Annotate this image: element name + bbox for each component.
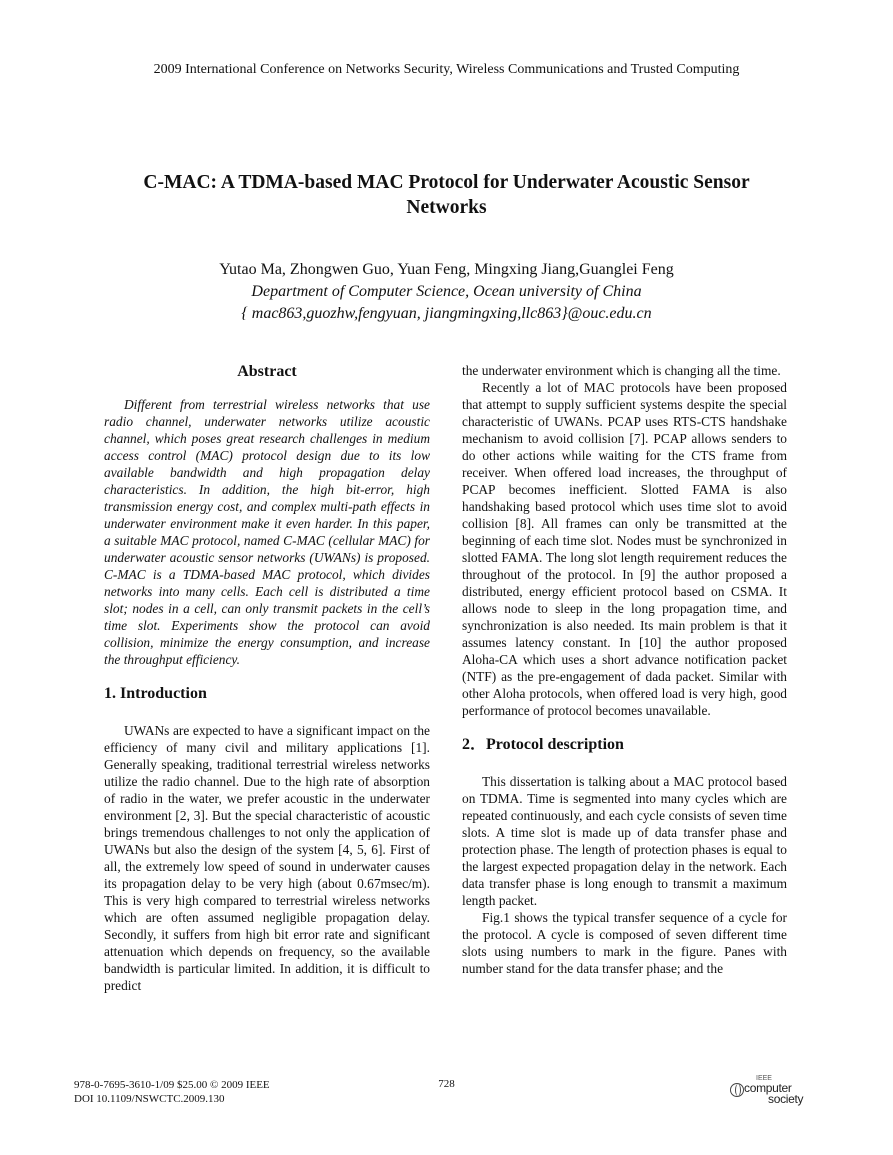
intro-paragraph-1-continued: the underwater environment which is changing all the time. [462,363,781,378]
globe-icon [730,1083,744,1097]
footer-isbn: 978-0-7695-3610-1/09 $25.00 © 2009 IEEE [74,1079,270,1091]
protocol-paragraph-1: This dissertation is talking about a MAC protocol based on TDMA. Time is segmented into many cycles which are repeated continuously, and each cycle consists of seven time slots. A time slot is made up of data transfer phase and protection phase. The length of protection phases is equal to the largest expected propagation delay in the network. Each data transfer phase is long enough to transmit a maximum length packet. [462,774,787,908]
footer-doi: DOI 10.1109/NSWCTC.2009.130 [74,1093,225,1105]
title-line-1: C-MAC: A TDMA-based MAC Protocol for Underwater Acoustic Sensor [143,172,750,193]
left-column [104,362,430,994]
title-line-2: Networks [406,197,487,218]
author-block [0,259,893,325]
section-heading-introduction: 1. Introduction [104,685,207,702]
abstract-heading: Abstract [237,363,297,380]
affiliation: Department of Computer Science, Ocean university of China [251,283,642,300]
page-number: 728 [438,1078,455,1090]
intro-paragraph-1: UWANs are expected to have a significant impact on the efficiency of many civil and military applications [1]. Generally speaking, traditional terrestrial wireless networks utilize the radio channel. Due to the high rate of absorption of radio in the water, we prefer acoustic in the underwater environment [2, 3]. But the special characteristic of acoustic brings tremendous challenges to not only the application of UWANs but also the design of the system [4, 5, 6]. First of all, the extremely low speed of sound in underwater causes its propagation delay to be very high (about 0.67msec/m). This is very high compared to terrestrial wireless networks which are often assumed negligible propagation delay. Secondly, it suffers from high bit error rate and significant attenuation which depends on frequency, so the available bandwidth is particular limited. In addition, it is difficult to predict [104,723,430,993]
conference-header: 2009 International Conference on Networks Security, Wireless Communications and Trusted Computing [153,62,740,77]
intro-paragraph-2: Recently a lot of MAC protocols have been proposed that attempt to supply sufficient systems despite the special characteristic of UWANs. PCAP uses RTS-CTS handshake mechanism to avoid collision [7]. PCAP allows senders to do other actions while waiting for the CTS frame from receiver. When offered load increases, the throughput of PCAP becomes inefficient. Slotted FAMA is also handshaking based protocol which uses time slot to avoid collision [8]. All frames can only be transmitted at the beginning of each time slot. Nodes must be synchronized in slotted FAMA. The long slot length requirement reduces the throughout of the protocol. In [9] the author proposed a distributed, energy efficient protocol based on CSMA. It allows node to sleep in the long propagation time, and synchronization is also needed. Its main problem is that it assumes latency constant. In [10] the author proposed Aloha-CA which uses a short advance notification packet (NTF) as the pre-engagement of dada packet. Similar with other Aloha protocols, when offered load is very high, good performance of protocol becomes unavailable. [462,380,787,718]
section-heading-protocol: 2．Protocol description [462,736,624,753]
logo-word-society: society [768,1092,804,1106]
right-column [462,362,787,977]
author-names: Yutao Ma, Zhongwen Guo, Yuan Feng, Mingxing Jiang,Guanglei Feng [219,261,674,278]
protocol-paragraph-2: Fig.1 shows the typical transfer sequence of a cycle for the protocol. A cycle is composed of seven different time slots using numbers to mark in the figure. Panes with number stand for the data transfer phase; and the [462,910,787,976]
logo-word-computer: computer [744,1081,792,1095]
logo-ieee-text: IEEE [756,1075,772,1082]
computer-society-logo [728,1075,808,1105]
abstract-text: Different from terrestrial wireless networks that use radio channel, underwater networks utilize acoustic channel, which poses great research challenges in medium access control (MAC) protocol design due to its low available bandwidth and high propagation delay characteristics. In addition, the high bit-error, high transmission energy cost, and complex multi-path effects in underwater environment make it even harder. In this paper, a suitable MAC protocol, named C-MAC (cellular MAC) for underwater acoustic sensor networks (UWANs) is proposed. C-MAC is a TDMA-based MAC protocol, which divides networks into many cells. Each cell is distributed a time slot; nodes in a cell, can only transmit packets in the cell’s time slot. Experiments show the protocol can avoid collision, minimize the energy consumption, and increase the throughput efficiency. [104,397,430,667]
author-emails: { mac863,guozhw,fengyuan, jiangmingxing,llc863}@ouc.edu.cn [241,305,652,322]
paper-title [100,170,793,220]
